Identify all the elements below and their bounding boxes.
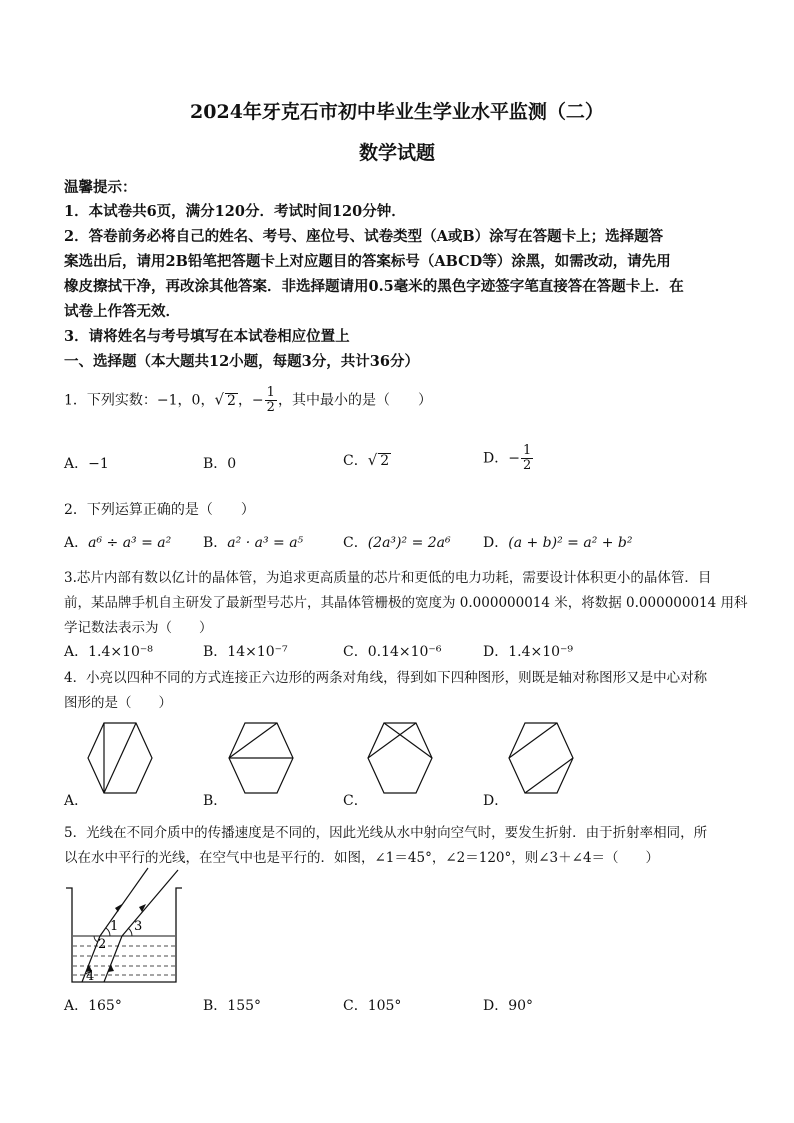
notice-heading: 温馨提示： — [64, 179, 137, 196]
q5-option-a: A．165° — [64, 998, 122, 1014]
angle-label-2: 2 — [98, 937, 107, 952]
q3-option-a: A．1.4×10⁻⁸ — [64, 644, 153, 660]
hexagon-figure-a — [84, 722, 156, 794]
q5-option-b: B．155° — [203, 998, 262, 1014]
question-3-line-2: 前，某品牌手机自主研发了最新型号芯片，其晶体管栅极的宽度为 0.000000014 米，将数据 0.000000014 用科 — [64, 595, 748, 611]
hexagon-figure-c — [364, 722, 436, 794]
q2-option-d: D．(a + b)² = a² + b² — [483, 535, 633, 551]
q3-option-b: B．14×10⁻⁷ — [203, 644, 288, 660]
angle-label-3: 3 — [134, 919, 143, 934]
q4-option-c: C． — [343, 793, 368, 809]
q1-option-b: B．0 — [203, 456, 237, 472]
question-4-line-2: 图形的是（ ） — [64, 695, 172, 711]
question-5-line-2: 以在水中平行的光线，在空气中也是平行的．如图，∠1＝45°，∠2＝120°，则∠3＋∠4＝（ ） — [64, 850, 660, 866]
q1-option-a: A．−1 — [64, 456, 109, 472]
notice-line-1: 1．本试卷共6页，满分120分．考试时间120分钟． — [64, 203, 406, 220]
notice-line-3: 3．请将姓名与考号填写在本试卷相应位置上 — [64, 328, 350, 345]
angle-label-4: 4 — [86, 969, 95, 984]
q3-option-d: D．1.4×10⁻⁹ — [483, 644, 574, 660]
q1-option-d: D．− $\frac{1}{2}$ — [483, 443, 532, 473]
section-heading: 一、选择题（本大题共12小题，每题3分，共计36分） — [64, 353, 419, 370]
question-1-stem: 1．下列实数：−1，0，√ 2 ，− $\frac{1}{2}$ ，其中最小的是（ ） — [64, 385, 432, 415]
notice-line-2a: 2．答卷前务必将自己的姓名、考号、座位号、试卷类型（A或B）涂写在答题卡上；选择题答 — [64, 228, 664, 245]
q3-option-c: C．0.14×10⁻⁶ — [343, 644, 442, 660]
notice-line-2d: 试卷上作答无效． — [64, 303, 180, 320]
question-3-line-3: 学记数法表示为（ ） — [64, 620, 213, 636]
hexagon-figure-d — [505, 722, 577, 794]
q4-option-a: A． — [64, 793, 89, 809]
q4-option-b: B． — [203, 793, 228, 809]
q2-option-c: C．(2a³)² = 2a⁶ — [343, 535, 451, 551]
question-4-line-1: 4．小亮以四种不同的方式连接正六边形的两条对角线，得到如下四种图形，则既是轴对称图形又是中心对称 — [64, 670, 708, 686]
q1-option-c: C．√ 2 — [343, 451, 390, 469]
hexagon-figure-b — [225, 722, 297, 794]
q2-option-a: A．a⁶ ÷ a³ = a² — [64, 535, 172, 551]
q2-option-b: B．a² · a³ = a⁵ — [203, 535, 304, 551]
exam-subtitle: 数学试题 — [358, 142, 435, 164]
angle-label-1: 1 — [110, 919, 119, 934]
q5-option-d: D．90° — [483, 998, 534, 1014]
q4-option-d: D． — [483, 793, 509, 809]
notice-line-2b: 案选出后，请用2B铅笔把答题卡上对应题目的答案标号（ABCD等）涂黑，如需改动，请先用 — [64, 253, 671, 270]
question-5-line-1: 5．光线在不同介质中的传播速度是不同的，因此光线从水中射向空气时，要发生折射．由于折射率相同，所 — [64, 825, 708, 841]
question-3-line-1: 3.芯片内部有数以亿计的晶体管，为追求更高质量的芯片和更低的电力功耗，需要设计体积更小的晶体管．目 — [64, 570, 712, 586]
q5-option-c: C．105° — [343, 998, 402, 1014]
refraction-beaker-figure — [62, 866, 186, 988]
question-2-stem: 2．下列运算正确的是（ ） — [64, 502, 255, 518]
exam-title: 2024年牙克石市初中毕业生学业水平监测（二） — [190, 101, 604, 123]
notice-line-2c: 橡皮擦拭干净，再改涂其他答案．非选择题请用0.5毫米的黑色字迹签字笔直接答在答题卡上．在 — [64, 278, 684, 295]
